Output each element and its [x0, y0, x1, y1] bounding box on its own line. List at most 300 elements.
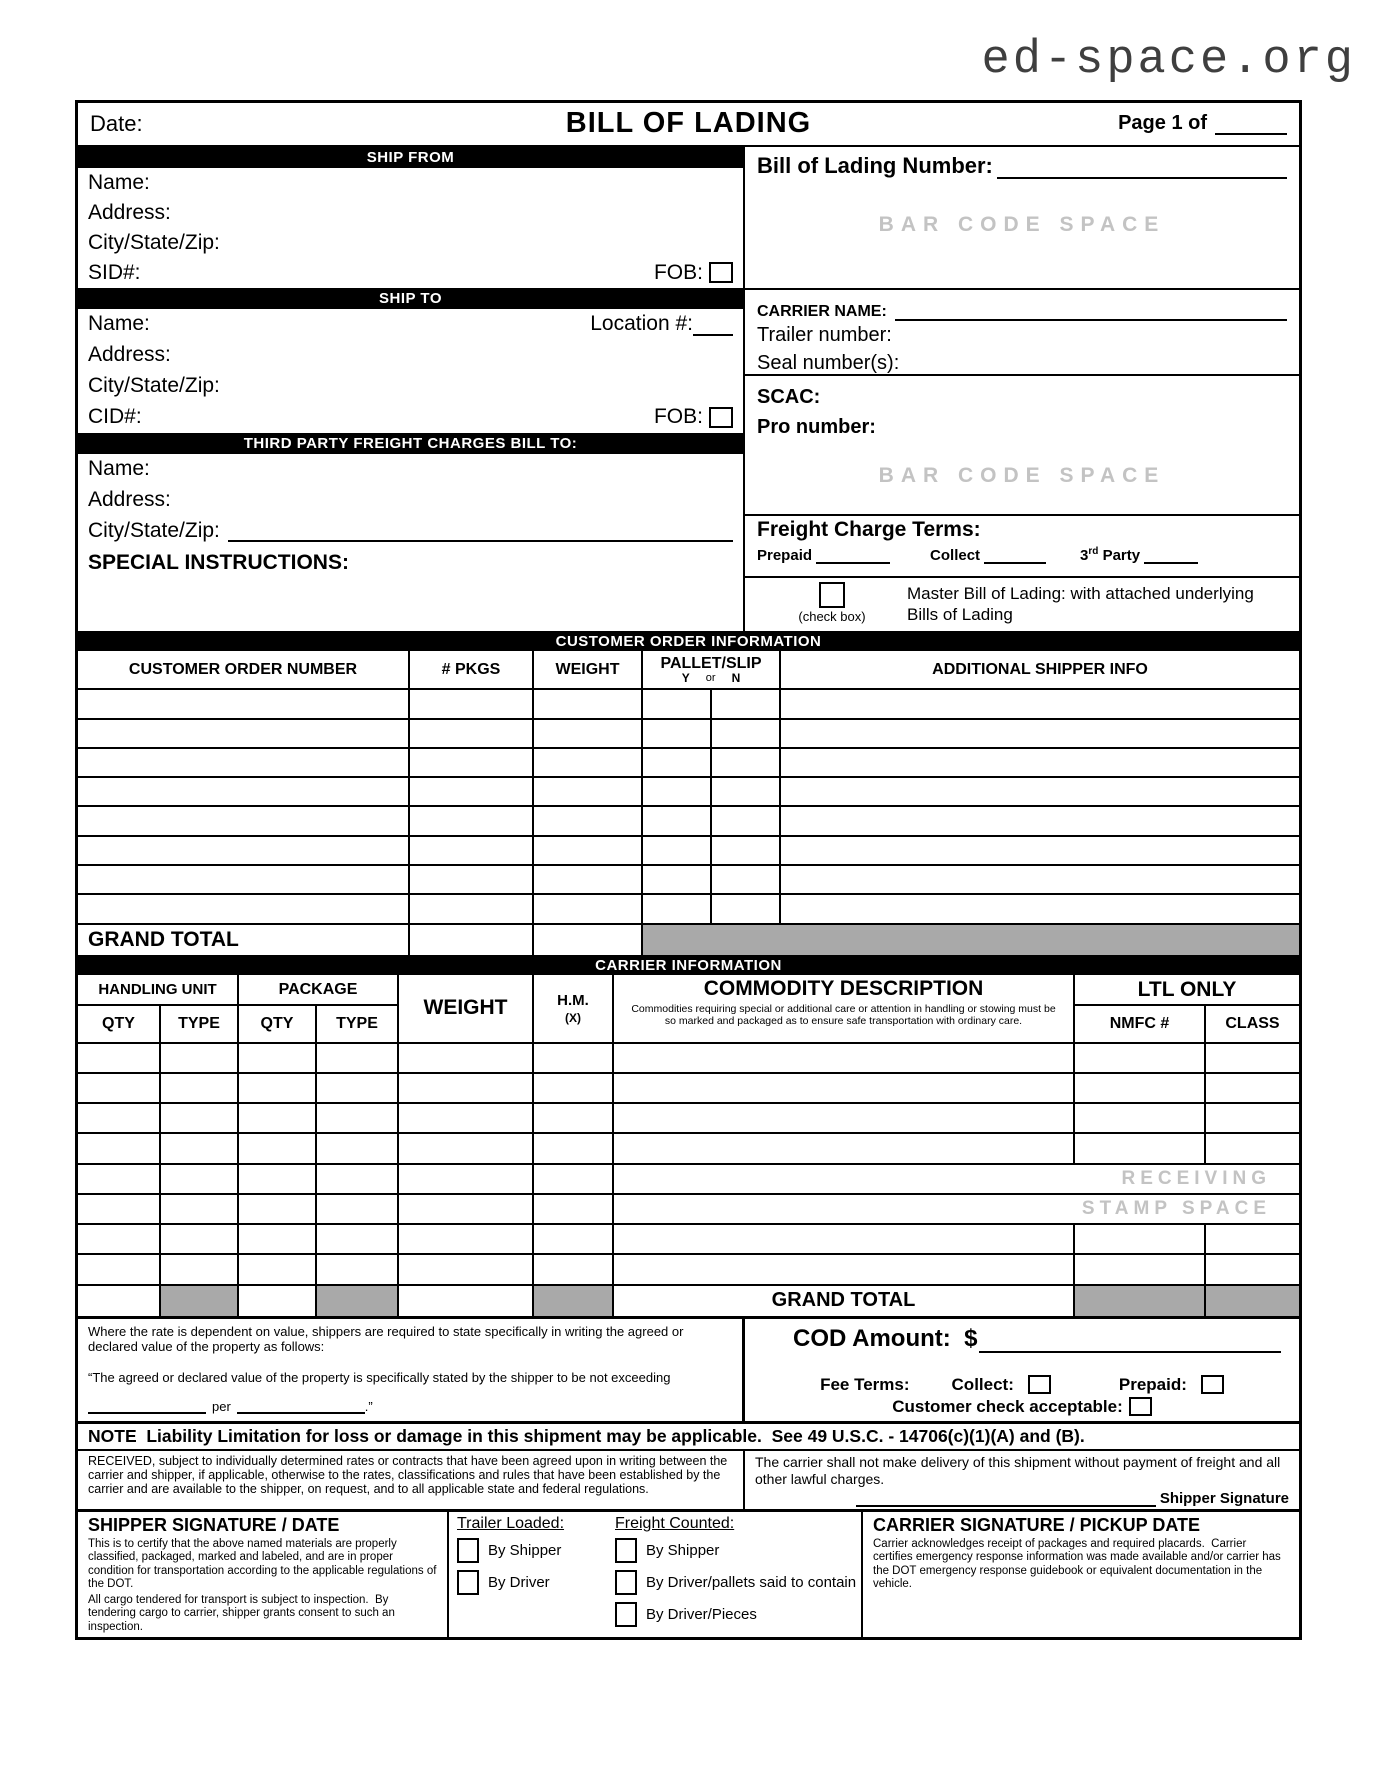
bol-number-input-line[interactable]: [997, 159, 1287, 179]
pro-number-field[interactable]: [757, 412, 1287, 442]
master-bol-checkbox[interactable]: [819, 582, 845, 608]
ship-from-city-field[interactable]: [78, 228, 743, 258]
pallet-n-cell[interactable]: [710, 720, 779, 747]
third-party-name-field[interactable]: [78, 454, 743, 485]
pallet-y-cell[interactable]: [643, 720, 710, 747]
carrier-delivery-box: [745, 1451, 1299, 1508]
trailer-by-shipper-checkbox[interactable]: [457, 1538, 479, 1563]
shaded-cell: [643, 925, 1299, 955]
pallet-y-cell[interactable]: [643, 690, 710, 717]
carrier-acknowledge-text: Carrier acknowledges receipt of packages and required placards. Carrier certifies emergency response information was made available and/or carrier has the DOT emergency response guidebook or equivalent documentation in the vehicle.: [873, 1537, 1285, 1591]
total-pkg-qty-cell[interactable]: [239, 1286, 317, 1316]
customer-order-row: [78, 895, 1299, 924]
carrier-name-box: [745, 290, 1299, 376]
pallet-y-cell[interactable]: [643, 778, 710, 805]
fob-label: FOB:: [653, 405, 703, 429]
third-party-input-line[interactable]: [1144, 548, 1198, 564]
address-label: Address:: [88, 488, 171, 512]
additional-info-cell[interactable]: [781, 895, 1299, 922]
carrier-details-column: [745, 147, 1299, 631]
pkgs-cell[interactable]: [410, 895, 534, 922]
received-section: [78, 1451, 1299, 1511]
location-number-input-line[interactable]: [693, 316, 733, 336]
pkg-qty-cell[interactable]: [239, 1134, 317, 1162]
per-label: per: [212, 1398, 231, 1414]
total-weight-cell[interactable]: [534, 925, 643, 955]
customer-check-checkbox[interactable]: [1129, 1397, 1152, 1416]
receiving-stamp-area: [614, 1195, 1299, 1223]
freight-by-shipper-option: [615, 1538, 857, 1563]
class-cell[interactable]: [1206, 1104, 1299, 1132]
pallet-n-cell[interactable]: [710, 749, 779, 776]
additional-info-cell[interactable]: [781, 720, 1299, 747]
ship-from-fob-checkbox[interactable]: [709, 262, 733, 283]
hu-qty-cell[interactable]: [78, 1225, 161, 1253]
carrier-info-grand-total-row: [78, 1286, 1299, 1316]
freight-by-driver-pallets-checkbox[interactable]: [615, 1570, 637, 1595]
commodity-cell[interactable]: [614, 1044, 1075, 1072]
shaded-cell: [534, 1286, 614, 1316]
signatures-section: [78, 1512, 1299, 1638]
class-cell[interactable]: [1206, 1074, 1299, 1102]
third-party-section-header: THIRD PARTY FREIGHT CHARGES BILL TO:: [78, 433, 743, 454]
weight-cell[interactable]: [534, 778, 643, 805]
ship-to-name-field[interactable]: [78, 309, 743, 340]
ltl-only-group-header: LTL ONLY: [1075, 975, 1299, 1006]
freight-counted-title: Freight Counted:: [615, 1514, 735, 1532]
class-cell[interactable]: [1206, 1044, 1299, 1072]
shipper-signature-title: SHIPPER SIGNATURE / DATE: [88, 1514, 340, 1535]
shaded-cell: [1206, 1286, 1299, 1316]
weight-cell[interactable]: [534, 837, 643, 864]
pallet-cell: [643, 690, 781, 717]
customer-check-row: [759, 1397, 1285, 1417]
checkbox-caption: (check box): [798, 608, 866, 624]
hu-qty-cell[interactable]: [78, 1044, 161, 1072]
pkgs-cell[interactable]: [410, 807, 534, 834]
trailer-by-shipper-option: [457, 1538, 611, 1563]
additional-info-cell[interactable]: [781, 690, 1299, 717]
location-number-field: [590, 312, 733, 336]
carrier-delivery-text: The carrier shall not make delivery of this shipment without payment of freight and all other lawful charges.: [755, 1454, 1281, 1488]
total-weight-cell[interactable]: [399, 1286, 534, 1316]
fee-terms-label: Fee Terms:: [820, 1374, 910, 1394]
hu-qty-cell[interactable]: [78, 1195, 161, 1223]
additional-info-cell[interactable]: [781, 837, 1299, 864]
hm-cell[interactable]: [534, 1134, 614, 1162]
carrier-signature-box[interactable]: [863, 1512, 1299, 1638]
weight-cell[interactable]: [534, 895, 643, 922]
pallet-cell: [643, 720, 781, 747]
package-type-header: TYPE: [317, 1006, 399, 1041]
declared-value-per-line: [88, 1399, 732, 1416]
pkg-type-cell[interactable]: [317, 1165, 399, 1193]
handling-qty-header: QTY: [78, 1006, 161, 1041]
option-label: By Driver/Pieces: [646, 1605, 757, 1623]
freight-by-driver-pieces-checkbox[interactable]: [615, 1602, 637, 1627]
carrier-name-input-line[interactable]: [895, 305, 1287, 321]
shaded-cell: [161, 1286, 239, 1316]
seal-number-field[interactable]: [757, 349, 1287, 377]
value-input-line[interactable]: [88, 1400, 206, 1414]
third-party-address-field[interactable]: [78, 485, 743, 516]
shipper-signature-label: Shipper Signature: [1159, 1489, 1289, 1507]
carrier-info-row: [78, 1134, 1299, 1164]
weight-cell[interactable]: [534, 866, 643, 893]
hu-type-cell[interactable]: [161, 1165, 239, 1193]
commodity-cell[interactable]: [614, 1104, 1075, 1132]
weight-cell[interactable]: [534, 749, 643, 776]
received-terms-text: RECEIVED, subject to individually determined rates or contracts that have been agreed upon in writing between the carrier and shipper, if applicable, otherwise to the rates, classifications and rules that have been established by the carrier and are available to the shipper, on request, and to all applicable state and federal regulations.: [78, 1451, 745, 1508]
address-label: Address:: [88, 200, 171, 224]
nmfc-cell[interactable]: [1075, 1104, 1206, 1132]
page-number-label: [1118, 112, 1287, 135]
customer-order-row: [78, 837, 1299, 866]
trailer-loaded-title: Trailer Loaded:: [457, 1514, 565, 1532]
carrier-info-row: [78, 1104, 1299, 1134]
carrier-signature-title: CARRIER SIGNATURE / PICKUP DATE: [873, 1514, 1201, 1535]
ship-to-fob: [654, 405, 733, 429]
ship-to-address-field[interactable]: [78, 340, 743, 371]
pkg-qty-cell[interactable]: [239, 1104, 317, 1132]
name-label: Name:: [88, 170, 150, 194]
hu-qty-cell[interactable]: [78, 1104, 161, 1132]
weight-cell[interactable]: [534, 720, 643, 747]
class-header: CLASS: [1225, 1014, 1280, 1032]
class-cell[interactable]: [1206, 1134, 1299, 1162]
class-cell[interactable]: [1206, 1225, 1299, 1253]
pkg-qty-cell[interactable]: [239, 1074, 317, 1102]
ship-from-sid-field[interactable]: [78, 258, 743, 288]
customer-order-section-header: CUSTOMER ORDER INFORMATION: [78, 631, 1299, 651]
collect-label: Collect:: [951, 1374, 1014, 1394]
declared-value-quote: “The agreed or declared value of the property is specifically stated by the shipper to be not exceeding: [88, 1369, 671, 1385]
carrier-info-row: [78, 1255, 1299, 1285]
pkg-qty-cell[interactable]: [239, 1225, 317, 1253]
trailer-by-driver-option: [457, 1570, 611, 1595]
total-hu-qty-cell[interactable]: [78, 1286, 161, 1316]
shipper-signature-box[interactable]: [78, 1512, 449, 1638]
seal-number-label: Seal number(s):: [757, 351, 900, 374]
hu-type-cell[interactable]: [161, 1044, 239, 1072]
customer-order-grand-total-row: [78, 925, 1299, 955]
column-header-weight: WEIGHT: [534, 651, 643, 688]
page-number-input-line[interactable]: [1215, 115, 1287, 135]
cod-amount-label: COD Amount: $: [793, 1324, 978, 1352]
additional-info-cell[interactable]: [781, 807, 1299, 834]
pallet-cell: [643, 866, 781, 893]
hm-cell[interactable]: [534, 1165, 614, 1193]
hu-qty-cell[interactable]: [78, 1165, 161, 1193]
additional-info-cell[interactable]: [781, 778, 1299, 805]
weight-cell[interactable]: [534, 690, 643, 717]
liability-note: NOTE Liability Limitation for loss or damage in this shipment may be applicable. See 49 U.S.C. - 14706(c)(1)(A) and (B).: [78, 1424, 1299, 1451]
pallet-n-cell[interactable]: [710, 807, 779, 834]
hm-label: H.M.: [557, 991, 589, 1009]
ship-from-section-header: SHIP FROM: [78, 147, 743, 168]
hu-type-cell[interactable]: [161, 1195, 239, 1223]
per-unit-input-line[interactable]: [237, 1400, 365, 1414]
weight-cell[interactable]: [399, 1255, 534, 1283]
collect-label: Collect: [930, 546, 981, 564]
weight-column-header: WEIGHT: [399, 975, 534, 1041]
fee-collect-checkbox[interactable]: [1028, 1375, 1051, 1394]
carrier-info-section-header: CARRIER INFORMATION: [78, 955, 1299, 975]
weight-cell[interactable]: [534, 807, 643, 834]
pallet-n-cell[interactable]: [710, 866, 779, 893]
carrier-name-label: CARRIER NAME:: [757, 303, 887, 321]
pallet-y-cell[interactable]: [643, 807, 710, 834]
nmfc-cell[interactable]: [1075, 1134, 1206, 1162]
hm-x-label: (X): [565, 1010, 581, 1025]
commodity-cell[interactable]: [614, 1134, 1075, 1162]
pkg-qty-cell[interactable]: [239, 1195, 317, 1223]
package-group-header: PACKAGE: [239, 975, 399, 1006]
hm-cell[interactable]: [534, 1255, 614, 1283]
order-number-cell[interactable]: [78, 778, 410, 805]
bill-of-lading-form: [75, 100, 1302, 1640]
customer-order-header-row: [78, 651, 1299, 690]
option-label: By Driver: [488, 1573, 550, 1591]
pallet-n-cell[interactable]: [710, 895, 779, 922]
hm-cell[interactable]: [534, 1195, 614, 1223]
ship-from-name-field[interactable]: [78, 168, 743, 198]
order-number-cell[interactable]: [78, 866, 410, 893]
commodity-cell[interactable]: [614, 1225, 1075, 1253]
hu-qty-cell[interactable]: [78, 1255, 161, 1283]
hu-type-cell[interactable]: [161, 1225, 239, 1253]
master-bol-text: Master Bill of Lading: with attached underlying Bills of Lading: [907, 583, 1254, 624]
scac-field[interactable]: [757, 382, 1287, 412]
pallet-y-cell[interactable]: [643, 837, 710, 864]
pallet-cell: [643, 778, 781, 805]
weight-cell[interactable]: [399, 1195, 534, 1223]
pallet-y-cell[interactable]: [643, 749, 710, 776]
pkgs-cell[interactable]: [410, 866, 534, 893]
package-qty-header: QTY: [239, 1006, 317, 1041]
order-number-cell[interactable]: [78, 837, 410, 864]
hm-cell[interactable]: [534, 1044, 614, 1072]
shaded-cell: [317, 1286, 399, 1316]
hm-cell[interactable]: [534, 1104, 614, 1132]
total-pkgs-cell[interactable]: [410, 925, 534, 955]
city-input-line[interactable]: [228, 520, 733, 542]
hu-qty-cell[interactable]: [78, 1134, 161, 1162]
hm-column-header: [534, 975, 614, 1041]
location-number-label: Location #:: [590, 312, 693, 336]
declared-value-intro: Where the rate is dependent on value, shippers are required to state specifically in writing the agreed or declared value of the property as follows:: [88, 1323, 688, 1354]
ship-to-city-field[interactable]: [78, 371, 743, 402]
pkgs-cell[interactable]: [410, 778, 534, 805]
pallet-cell: [643, 807, 781, 834]
nmfc-cell[interactable]: [1075, 1044, 1206, 1072]
additional-info-cell[interactable]: [781, 749, 1299, 776]
commodity-cell[interactable]: [614, 1074, 1075, 1102]
pallet-n-cell[interactable]: [710, 778, 779, 805]
top-area: [78, 147, 1299, 631]
weight-cell[interactable]: [399, 1134, 534, 1162]
shipper-signature-line[interactable]: [856, 1493, 1156, 1507]
grand-total-label-cell: [78, 925, 410, 955]
title-row: [78, 103, 1299, 147]
freight-charge-terms-title: Freight Charge Terms:: [757, 517, 981, 541]
pallet-cell: [643, 749, 781, 776]
commodity-cell[interactable]: [614, 1255, 1075, 1283]
option-label: By Shipper: [488, 1541, 562, 1559]
customer-order-row: [78, 720, 1299, 749]
hu-type-cell[interactable]: [161, 1104, 239, 1132]
pkg-type-cell[interactable]: [317, 1255, 399, 1283]
fob-label: FOB:: [653, 260, 703, 284]
pallet-n-cell[interactable]: [710, 690, 779, 717]
customer-order-row: [78, 690, 1299, 719]
pkg-type-cell[interactable]: [317, 1134, 399, 1162]
trailer-by-driver-checkbox[interactable]: [457, 1570, 479, 1595]
ship-to-cid-field[interactable]: [78, 402, 743, 433]
quote-close: .”: [364, 1398, 373, 1414]
pkgs-cell[interactable]: [410, 720, 534, 747]
bol-number-label: Bill of Lading Number:: [757, 152, 993, 178]
pkgs-cell[interactable]: [410, 837, 534, 864]
hm-cell[interactable]: [534, 1074, 614, 1102]
freight-by-shipper-checkbox[interactable]: [615, 1538, 637, 1563]
scac-pro-box: [745, 376, 1299, 515]
commodity-note: Commodities requiring special or additional care or attention in handling or stowing must be so marked and packaged as to ensure safe transportation with ordinary care.: [631, 1003, 1056, 1028]
name-label: Name:: [88, 312, 150, 336]
pkgs-cell[interactable]: [410, 749, 534, 776]
collect-input-line[interactable]: [984, 548, 1046, 564]
weight-cell[interactable]: [399, 1044, 534, 1072]
commodity-description-header: [614, 975, 1075, 1041]
trailer-number-label: Trailer number:: [757, 323, 892, 346]
pkg-qty-cell[interactable]: [239, 1044, 317, 1072]
ship-to-fob-checkbox[interactable]: [709, 407, 733, 428]
order-number-cell[interactable]: [78, 807, 410, 834]
customer-check-label: Customer check acceptable:: [892, 1396, 1123, 1416]
shaded-cell: [1075, 1286, 1206, 1316]
pallet-cell: [643, 895, 781, 922]
nmfc-cell[interactable]: [1075, 1074, 1206, 1102]
grand-total-label-cell: [614, 1286, 1075, 1316]
column-header-additional-info: ADDITIONAL SHIPPER INFO: [932, 660, 1148, 678]
third-party-city-field[interactable]: [78, 516, 743, 547]
additional-info-cell[interactable]: [781, 866, 1299, 893]
pkg-type-cell[interactable]: [317, 1074, 399, 1102]
pallet-n-cell[interactable]: [710, 837, 779, 864]
nmfc-cell[interactable]: [1075, 1225, 1206, 1253]
shipper-certify-text: This is to certify that the above named materials are properly classified, packaged, marked and labeled, and are in proper condition for transportation according to the applicable regulations of the DOT.: [88, 1537, 437, 1591]
city-label: City/State/Zip:: [88, 374, 220, 398]
city-label: City/State/Zip:: [88, 230, 220, 254]
freight-by-driver-pieces-option: [615, 1602, 857, 1627]
loading-counting-box: [449, 1512, 863, 1638]
cod-box: [745, 1319, 1299, 1421]
pallet-cell: [643, 837, 781, 864]
customer-order-row: [78, 778, 1299, 807]
hu-type-cell[interactable]: [161, 1074, 239, 1102]
receiving-stamp-text: STAMP SPACE: [1081, 1197, 1271, 1219]
hu-qty-cell[interactable]: [78, 1074, 161, 1102]
name-label: Name:: [88, 457, 150, 481]
fee-prepaid-checkbox[interactable]: [1201, 1375, 1224, 1394]
hm-cell[interactable]: [534, 1225, 614, 1253]
pkg-qty-cell[interactable]: [239, 1255, 317, 1283]
grand-total-label: GRAND TOTAL: [771, 1289, 916, 1312]
handling-unit-group-header: HANDLING UNIT: [78, 975, 239, 1006]
special-instructions-area[interactable]: [78, 547, 743, 631]
city-label: City/State/Zip:: [88, 519, 220, 543]
pallet-yn-subheader: Y or N: [681, 671, 741, 686]
carrier-info-row: [78, 1044, 1299, 1074]
weight-cell[interactable]: [399, 1165, 534, 1193]
option-label: By Driver/pallets said to contain: [646, 1573, 857, 1591]
freight-charge-terms-box: [745, 516, 1299, 578]
hu-type-cell[interactable]: [161, 1255, 239, 1283]
receiving-stamp-area: [614, 1165, 1299, 1193]
customer-order-row: [78, 749, 1299, 778]
carrier-info-row-receiving-stamp: [78, 1195, 1299, 1225]
order-number-cell[interactable]: [78, 690, 410, 717]
cid-label: CID#:: [88, 405, 142, 429]
ship-to-section-header: SHIP TO: [78, 288, 743, 309]
trailer-number-field[interactable]: [757, 321, 1287, 349]
scac-label: SCAC:: [757, 385, 821, 408]
form-title: BILL OF LADING: [565, 107, 812, 140]
pallet-slip-title: PALLET/SLIP: [660, 655, 762, 673]
carrier-info-row: [78, 1074, 1299, 1104]
grand-total-label: GRAND TOTAL: [88, 927, 239, 951]
pkg-type-cell[interactable]: [317, 1225, 399, 1253]
shipping-parties-column: [78, 147, 745, 631]
ship-from-address-field[interactable]: [78, 198, 743, 228]
cod-amount-input-line[interactable]: [979, 1329, 1281, 1353]
customer-order-row: [78, 807, 1299, 836]
order-number-cell[interactable]: [78, 720, 410, 747]
pallet-y-cell[interactable]: [643, 866, 710, 893]
order-number-cell[interactable]: [78, 749, 410, 776]
shipper-inspection-text: All cargo tendered for transport is subject to inspection. By tendering cargo to carrier, shipper grants consent to such an inspection.: [88, 1593, 399, 1633]
pkg-type-cell[interactable]: [317, 1104, 399, 1132]
weight-cell[interactable]: [399, 1225, 534, 1253]
weight-cell[interactable]: [399, 1074, 534, 1102]
pallet-y-cell[interactable]: [643, 895, 710, 922]
order-number-cell[interactable]: [78, 895, 410, 922]
prepaid-input-line[interactable]: [816, 548, 890, 564]
trailer-loaded-group: [457, 1515, 615, 1638]
barcode-placeholder: BAR CODE SPACE: [878, 212, 1166, 236]
nmfc-cell[interactable]: [1075, 1255, 1206, 1283]
weight-cell[interactable]: [399, 1104, 534, 1132]
carrier-info-row-receiving-stamp: [78, 1165, 1299, 1195]
date-label: Date:: [90, 110, 143, 136]
declared-value-box: [78, 1319, 745, 1421]
receiving-stamp-text: RECEIVING: [1121, 1167, 1271, 1189]
class-cell[interactable]: [1206, 1255, 1299, 1283]
prepaid-label: Prepaid:: [1118, 1374, 1187, 1394]
fee-terms-row: [759, 1375, 1285, 1395]
hu-type-cell[interactable]: [161, 1134, 239, 1162]
pkgs-cell[interactable]: [410, 690, 534, 717]
freight-counted-group: [615, 1515, 861, 1638]
watermark: ed-space.org: [981, 34, 1356, 87]
pkg-type-cell[interactable]: [317, 1195, 399, 1223]
cod-declared-value-section: [78, 1316, 1299, 1424]
pkg-type-cell[interactable]: [317, 1044, 399, 1072]
customer-order-row: [78, 866, 1299, 895]
carrier-info-header: [78, 975, 1299, 1043]
pkg-qty-cell[interactable]: [239, 1165, 317, 1193]
third-party-label: 3rd Party: [1080, 545, 1141, 564]
